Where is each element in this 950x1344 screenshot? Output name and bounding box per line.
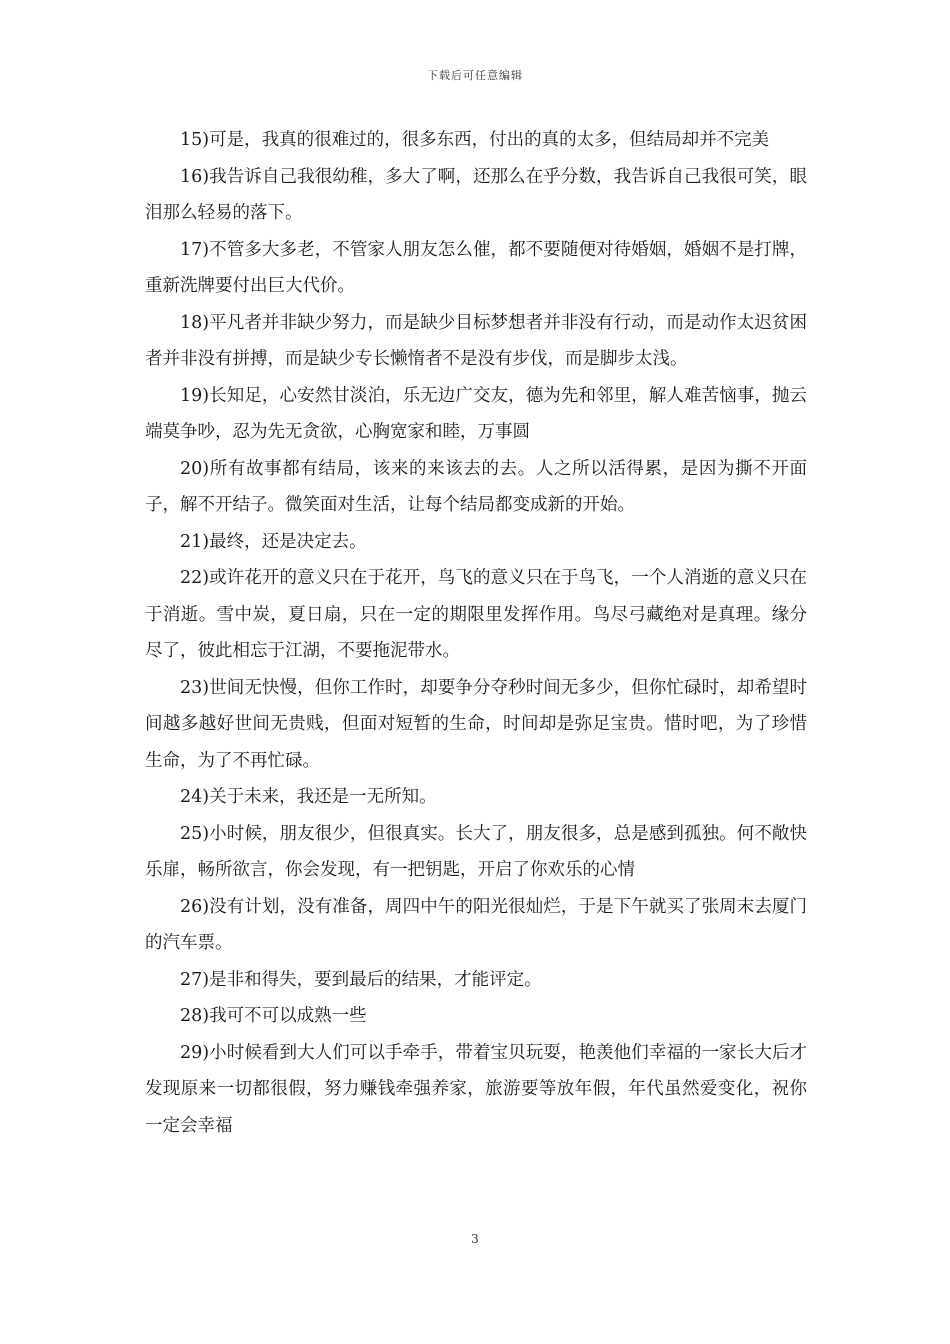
paragraph-16: 16)我告诉自己我很幼稚，多大了啊，还那么在乎分数，我告诉自己我很可笑，眼泪那么轻易的落下。 <box>145 166 807 223</box>
paragraph-23: 23)世间无快慢，但你工作时，却要争分夺秒时间无多少，但你忙碌时，却希望时间越多越好世间无贵贱，但面对短暂的生命，时间却是弥足宝贵。惜时吧，为了珍惜生命，为了不再忙碌。 <box>145 677 807 771</box>
paragraph-21: 21)最终，还是决定去。 <box>180 531 367 552</box>
page-number: 3 <box>471 1232 479 1246</box>
document-body <box>145 122 807 1144</box>
paragraph-22: 22)或许花开的意义只在于花开，鸟飞的意义只在于鸟飞，一个人消逝的意义只在于消逝。雪中炭，夏日扇，只在一定的期限里发挥作用。鸟尽弓藏绝对是真理。缘分尽了，彼此相忘于江湖，不要拖泥带水。 <box>145 568 807 661</box>
paragraph-24: 24)关于未来，我还是一无所知。 <box>180 787 437 807</box>
paragraph-18: 18)平凡者并非缺少努力，而是缺少目标梦想者并非没有行动，而是动作太迟贫困者并非没有拼搏，而是缺少专长懒惰者不是没有步伐，而是脚步太浅。 <box>145 312 807 369</box>
paragraph-15: 15)可是，我真的很难过的，很多东西，付出的真的太多，但结局却并不完美 <box>180 130 770 150</box>
paragraph-26: 26)没有计划，没有准备，周四中午的阳光很灿烂，于是下午就买了张周末去厦门的汽车票。 <box>145 896 807 953</box>
paragraph-20: 20)所有故事都有结局，该来的来该去的去。人之所以活得累，是因为撕不开面子，解不开结子。微笑面对生活，让每个结局都变成新的开始。 <box>145 458 807 515</box>
page-header: 下载后可任意编辑 <box>427 69 523 82</box>
paragraph-27: 27)是非和得失，要到最后的结果，才能评定。 <box>180 969 542 990</box>
paragraph-28: 28)我可不可以成熟一些 <box>180 1006 367 1026</box>
paragraph-17: 17)不管多大多老，不管家人朋友怎么催，都不要随便对待婚姻，婚姻不是打牌，重新洗牌要付出巨大代价。 <box>145 239 807 296</box>
paragraph-25: 25)小时候，朋友很少，但很真实。长大了，朋友很多，总是感到孤独。何不敞快乐扉，畅所欲言，你会发现，有一把钥匙，开启了你欢乐的心情 <box>145 823 807 880</box>
paragraph-19: 19)长知足，心安然甘淡泊，乐无边广交友，德为先和邻里，解人难苦恼事，抛云端莫争吵，忍为先无贪欲，心胸宽家和睦，万事圆 <box>145 385 807 442</box>
paragraph-29: 29)小时候看到大人们可以手牵手，带着宝贝玩耍，艳羡他们幸福的一家长大后才发现原来一切都很假，努力赚钱牵强养家，旅游要等放年假，年代虽然爱变化，祝你一定会幸福 <box>145 1042 807 1136</box>
